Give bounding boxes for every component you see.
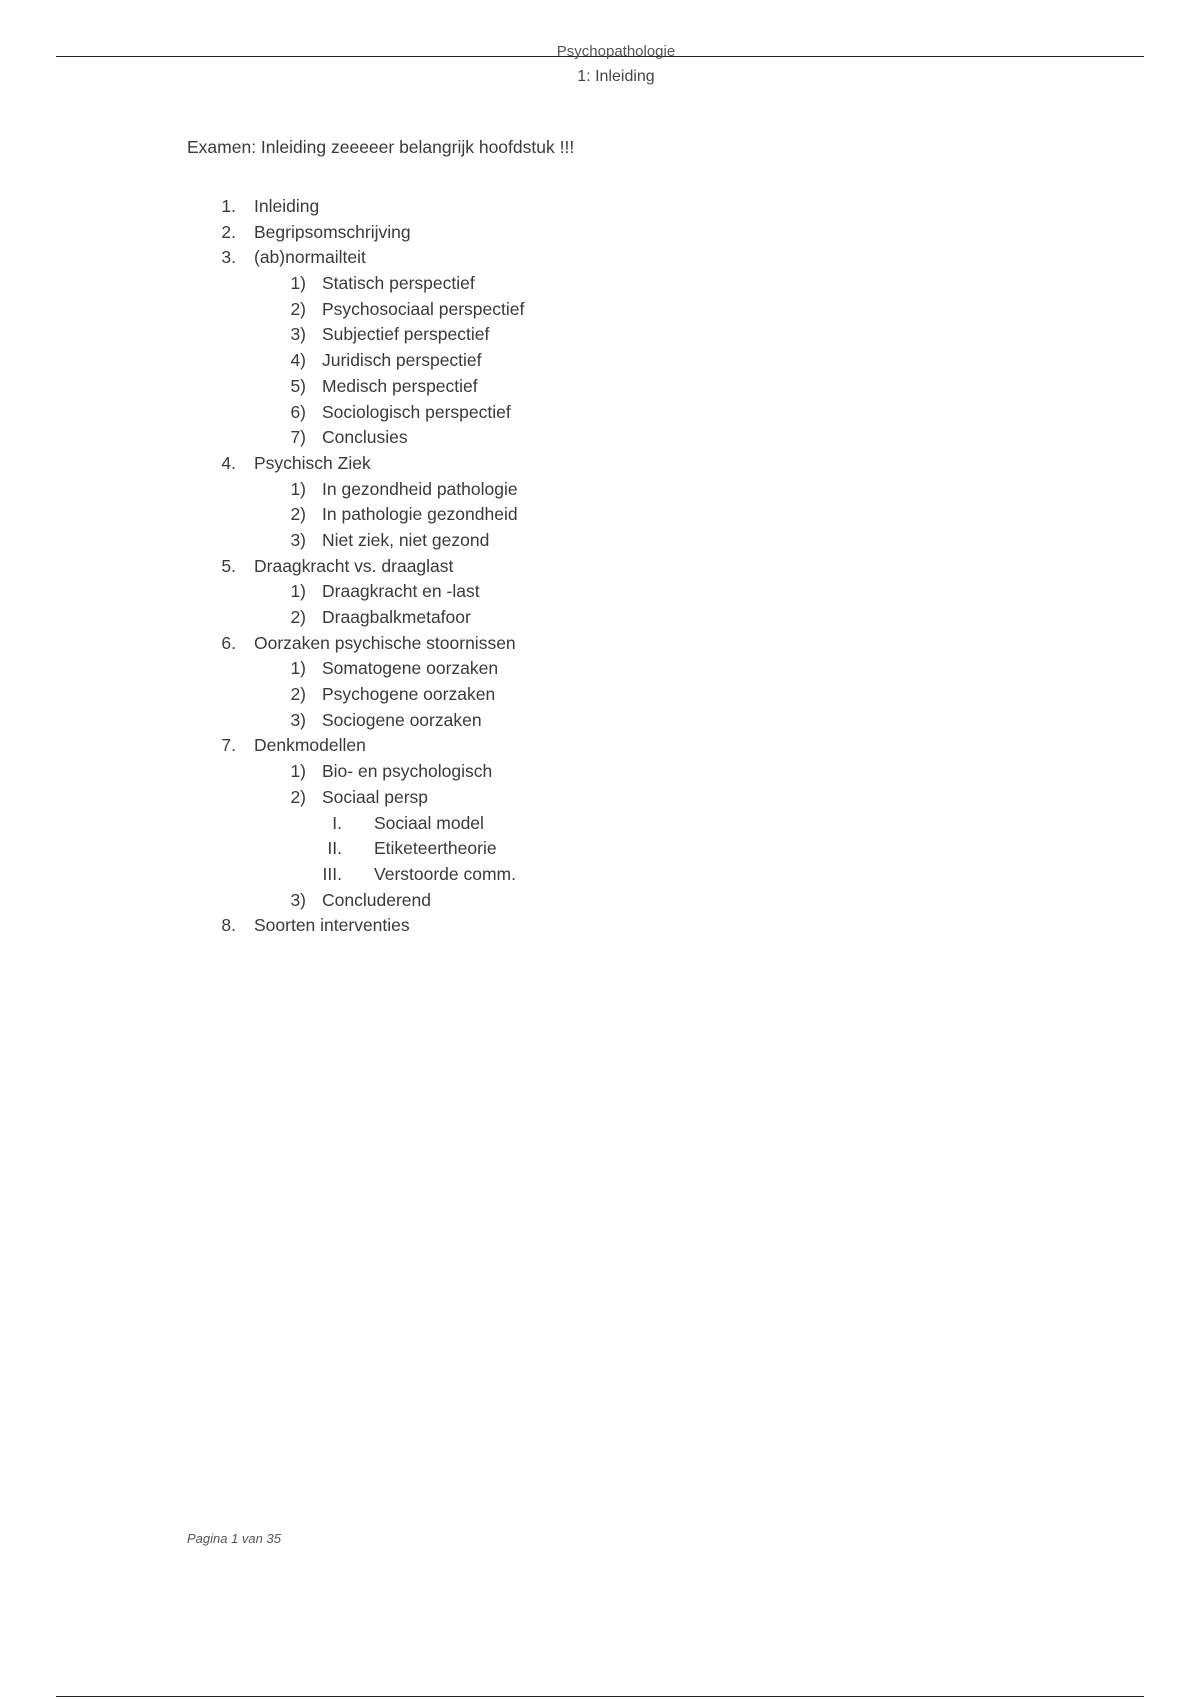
outline-marker: 3. <box>221 247 236 268</box>
outline-item-level-2 <box>0 579 900 605</box>
outline-marker: 1) <box>290 273 306 294</box>
outline-item-level-1 <box>0 194 900 220</box>
outline-item-level-2 <box>0 656 900 682</box>
outline-text: (ab)normailteit <box>254 247 366 268</box>
outline-text: Bio- en psychologisch <box>322 761 493 782</box>
outline-text: Draagbalkmetafoor <box>322 607 471 627</box>
outline-item-level-2 <box>0 502 900 528</box>
outline-list <box>0 194 900 939</box>
outline-marker: 2. <box>221 221 236 242</box>
outline-text: Sociaal model <box>374 812 484 833</box>
outline-item-level-1 <box>0 220 900 246</box>
outline-item-level-3 <box>0 836 900 862</box>
outline-text: Subjectief perspectief <box>322 324 490 345</box>
outline-marker: 6. <box>221 632 236 653</box>
intro-text: Examen: Inleiding zeeeeer belangrijk hoofdstuk !!! <box>187 137 575 157</box>
outline-marker: 2) <box>290 684 306 705</box>
outline-item-level-2 <box>0 374 900 400</box>
outline-text: Draagkracht vs. draaglast <box>254 555 454 576</box>
outline-text: Psychosociaal perspectief <box>322 298 525 319</box>
outline-item-level-1 <box>0 554 900 580</box>
outline-marker: I. <box>332 812 342 833</box>
outline-item-level-2 <box>0 348 900 374</box>
outline-text: Concluderend <box>322 889 431 910</box>
outline-marker: II. <box>327 838 342 859</box>
outline-text: Somatogene oorzaken <box>322 658 499 679</box>
outline-text: Conclusies <box>322 427 408 448</box>
outline-marker: 1) <box>290 761 306 782</box>
outline-item-level-2 <box>0 322 900 348</box>
outline-text: Inleiding <box>254 196 320 216</box>
outline-item-level-1 <box>0 913 900 939</box>
outline-item-level-2 <box>0 759 900 785</box>
outline-text: In pathologie gezondheid <box>322 504 518 525</box>
outline-marker: 7. <box>221 735 236 756</box>
outline-item-level-2 <box>0 888 900 914</box>
outline-item-level-2 <box>0 785 900 811</box>
outline-marker: 2) <box>290 298 306 319</box>
outline-item-level-2 <box>0 477 900 503</box>
outline-text: In gezondheid pathologie <box>322 478 518 499</box>
footer-rule <box>56 1696 1144 1697</box>
outline-item-level-1 <box>0 245 900 271</box>
outline-marker: 1) <box>290 581 306 602</box>
outline-marker: 4. <box>221 452 236 473</box>
outline-text: Statisch perspectief <box>322 273 475 294</box>
outline-text: Psychisch Ziek <box>254 452 371 473</box>
outline-text: Etiketeertheorie <box>374 838 497 859</box>
outline-marker: 1. <box>221 196 236 216</box>
outline-marker: 4) <box>290 350 306 371</box>
outline-item-level-2 <box>0 297 900 323</box>
outline-text: Soorten interventies <box>254 915 410 936</box>
outline-marker: III. <box>322 863 342 884</box>
outline-marker: 5. <box>221 555 236 576</box>
outline-item-level-2 <box>0 400 900 426</box>
outline-marker: 2) <box>290 786 306 807</box>
outline-text: Sociaal persp <box>322 786 429 807</box>
outline-text: Niet ziek, niet gezond <box>322 529 490 550</box>
outline-marker: 6) <box>290 401 306 422</box>
outline-item-level-1 <box>0 733 900 759</box>
outline-text: Draagkracht en -last <box>322 581 480 602</box>
outline-marker: 3) <box>290 709 306 730</box>
outline-marker: 5) <box>290 375 306 396</box>
outline-item-level-2 <box>0 425 900 451</box>
outline-text: Psychogene oorzaken <box>322 684 496 705</box>
outline-item-level-2 <box>0 682 900 708</box>
header-title: Psychopathologie <box>556 43 676 60</box>
outline-marker: 3) <box>290 889 306 910</box>
outline-item-level-3 <box>0 862 900 888</box>
outline-text: Medisch perspectief <box>322 375 478 396</box>
page-number: Pagina 1 van 35 <box>187 1531 281 1546</box>
outline-text: Begripsomschrijving <box>254 221 411 242</box>
outline-text: Oorzaken psychische stoornissen <box>254 632 516 653</box>
outline-marker: 1) <box>290 478 306 499</box>
outline-marker: 8. <box>221 915 236 936</box>
outline-item-level-2 <box>0 528 900 554</box>
outline-marker: 1) <box>290 658 306 679</box>
outline-text: Sociologisch perspectief <box>322 401 511 422</box>
outline-text: Denkmodellen <box>254 735 366 756</box>
outline-item-level-1 <box>0 631 900 657</box>
outline-marker: 2) <box>290 607 306 627</box>
outline-item-level-2 <box>0 708 900 734</box>
outline-marker: 7) <box>290 427 306 448</box>
outline-marker: 3) <box>290 324 306 345</box>
outline-item-level-1 <box>0 451 900 477</box>
outline-item-level-2 <box>0 605 900 631</box>
outline-item-level-3 <box>0 811 900 837</box>
outline-text: Juridisch perspectief <box>322 350 482 371</box>
outline-text: Sociogene oorzaken <box>322 709 482 730</box>
outline-text: Verstoorde comm. <box>374 863 516 884</box>
header-subtitle: 1: Inleiding <box>577 68 655 85</box>
outline-marker: 2) <box>290 504 306 525</box>
outline-marker: 3) <box>290 529 306 550</box>
outline-item-level-2 <box>0 271 900 297</box>
